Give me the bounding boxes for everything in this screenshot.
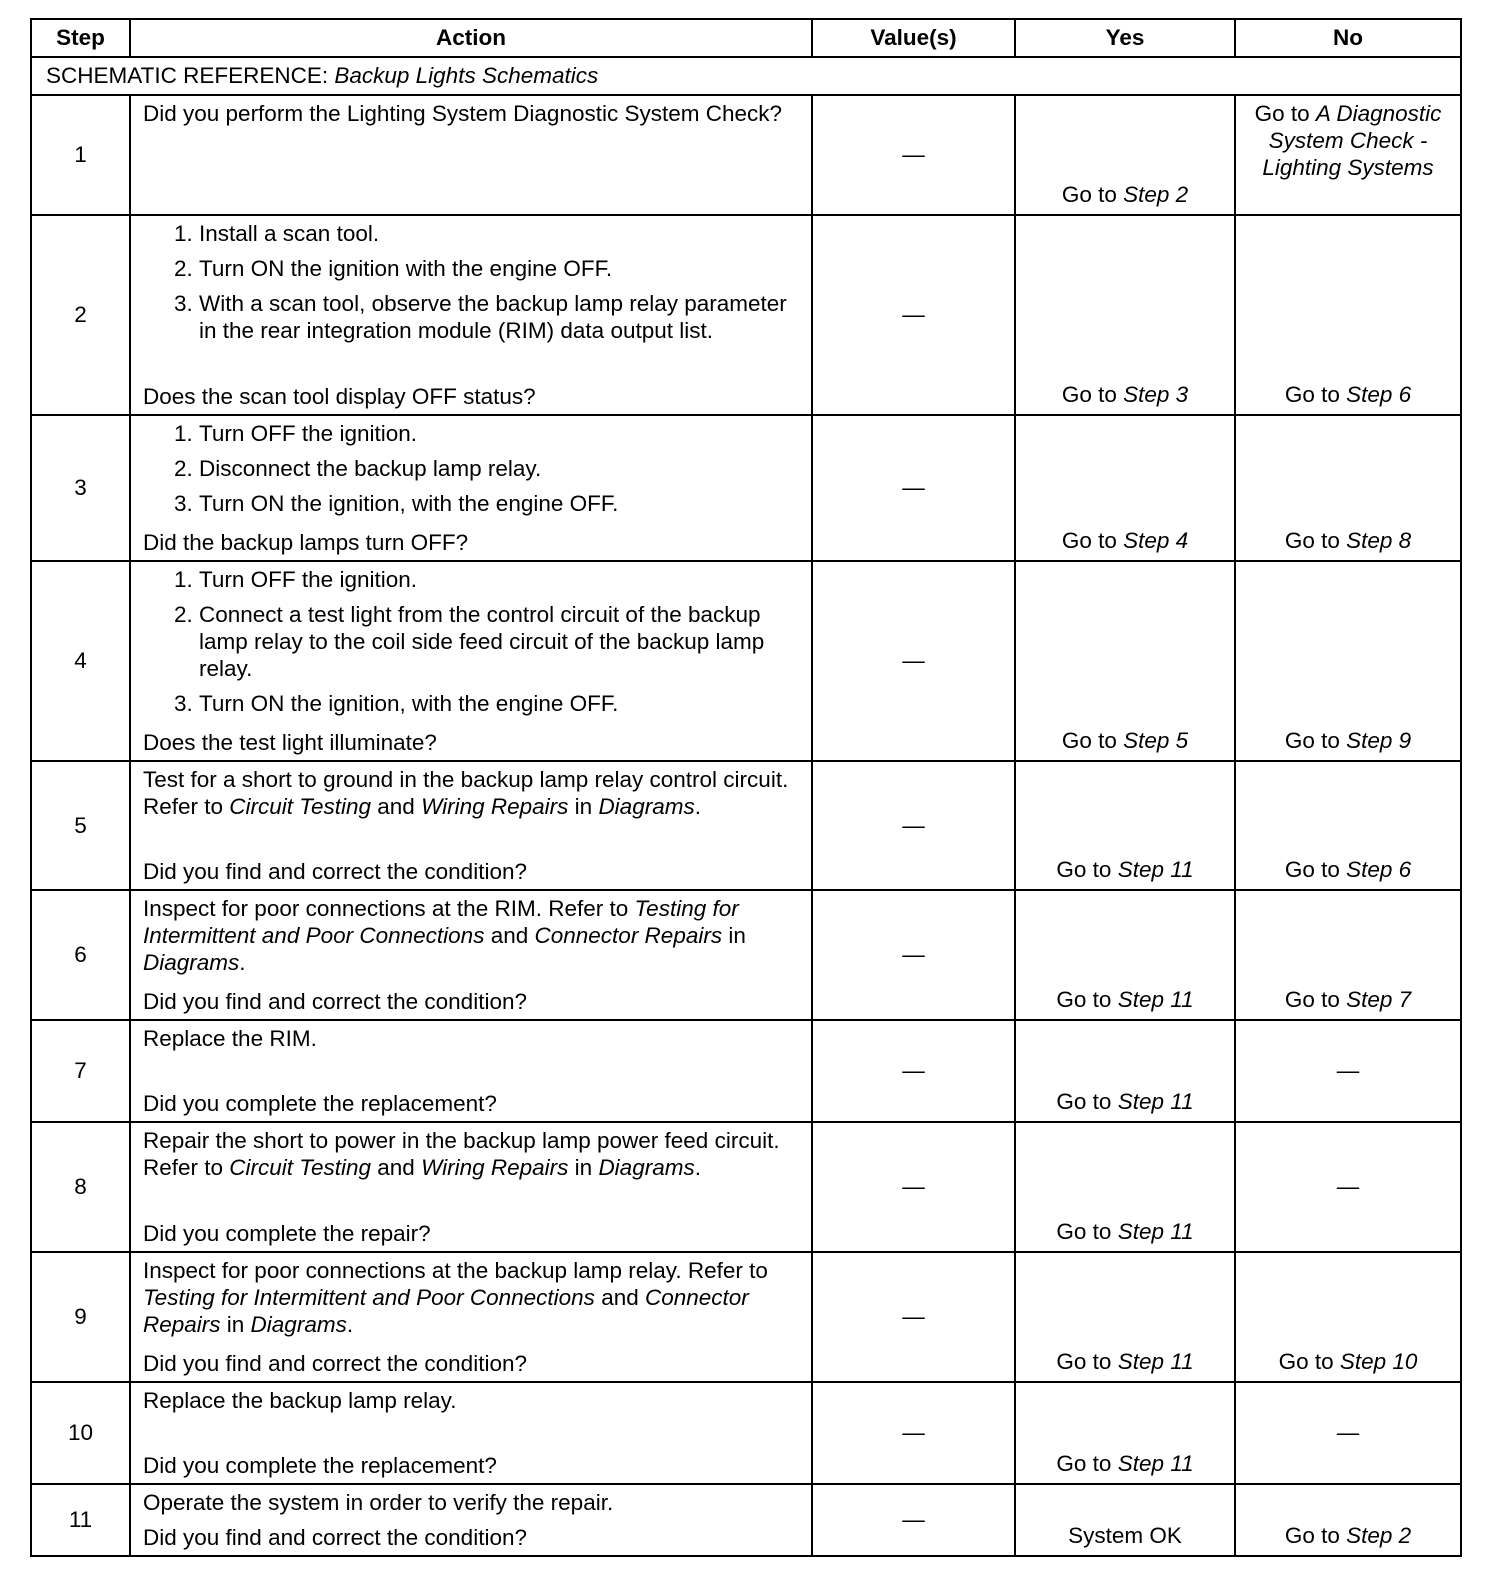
action-body <box>143 1127 803 1216</box>
yes-result-link[interactable]: Go to Step 11 <box>1056 987 1194 1012</box>
no-result <box>1235 890 1461 1020</box>
yes-result-link[interactable]: Go to Step 11 <box>1056 857 1194 882</box>
action-content <box>143 1387 803 1479</box>
step-reference: Step 6 <box>1346 857 1412 882</box>
action-step-item: 3. Turn ON the ignition, with the engine OFF. <box>199 690 803 717</box>
action-step-item: 1. Turn OFF the ignition. <box>199 420 803 447</box>
yes-result <box>1015 95 1235 215</box>
no-result-link[interactable]: Go to Step 8 <box>1284 528 1412 553</box>
no-result: — <box>1235 1020 1461 1122</box>
action-body <box>143 420 803 525</box>
action-question: Did you complete the replacement? <box>143 1453 497 1478</box>
action-question: Did you find and correct the condition? <box>143 1525 527 1550</box>
no-result-link[interactable]: Go to A Diagnostic System Check - Lighting Systems <box>1254 101 1442 180</box>
action-cell <box>130 761 812 890</box>
header-step: Step <box>31 19 130 57</box>
step-number: 1 <box>31 95 130 215</box>
header-row <box>31 19 1461 57</box>
yes-result-link[interactable]: Go to Step 3 <box>1061 382 1189 407</box>
no-result <box>1235 761 1461 890</box>
action-content <box>143 1257 803 1377</box>
value-cell: — <box>812 1382 1015 1484</box>
action-reference: Wiring Repairs <box>421 794 569 819</box>
value-cell: — <box>812 561 1015 761</box>
table-row <box>31 1382 1461 1484</box>
no-result <box>1235 95 1461 215</box>
step-reference: Step 11 <box>1117 857 1194 882</box>
action-reference: Circuit Testing <box>229 794 372 819</box>
no-result <box>1235 561 1461 761</box>
action-cell <box>130 415 812 561</box>
step-number: 9 <box>31 1252 130 1382</box>
action-content <box>143 220 803 410</box>
action-cell <box>130 1252 812 1382</box>
action-steps <box>143 420 803 517</box>
step-reference: Step 11 <box>1117 1349 1194 1374</box>
action-cell <box>130 95 812 215</box>
action-text: Replace the RIM. <box>143 1026 317 1051</box>
action-steps <box>143 566 803 717</box>
no-result-link[interactable]: Go to Step 2 <box>1284 1523 1412 1548</box>
table-row <box>31 561 1461 761</box>
action-reference: Diagrams <box>598 794 695 819</box>
value-cell: — <box>812 1484 1015 1556</box>
action-question: Did you find and correct the condition? <box>143 989 527 1014</box>
action-body <box>143 566 803 725</box>
value-cell: — <box>812 1122 1015 1252</box>
schematic-reference-link: Backup Lights Schematics <box>334 63 599 88</box>
no-result-link[interactable]: Go to Step 9 <box>1284 728 1412 753</box>
action-reference: Testing for Intermittent and Poor Connections <box>143 1285 595 1310</box>
action-text: Did you perform the Lighting System Diagnostic System Check? <box>143 101 783 126</box>
action-cell <box>130 1382 812 1484</box>
value-cell: — <box>812 1252 1015 1382</box>
action-step-item: 1. Turn OFF the ignition. <box>199 566 803 593</box>
action-cell <box>130 1020 812 1122</box>
action-content <box>143 420 803 556</box>
header-action: Action <box>130 19 812 57</box>
action-reference: Diagrams <box>250 1312 347 1337</box>
table-row <box>31 761 1461 890</box>
action-content <box>143 1025 803 1117</box>
action-text: Test for a short to ground in the backup lamp relay control circuit. Refer to Circuit Testing and Wiring Repairs in Diagrams. <box>143 767 789 819</box>
step-reference: Step 9 <box>1346 728 1412 753</box>
action-steps <box>143 220 803 344</box>
step-reference: Step 6 <box>1346 382 1412 407</box>
action-reference: Wiring Repairs <box>421 1155 569 1180</box>
action-cell <box>130 1484 812 1556</box>
value-cell: — <box>812 415 1015 561</box>
action-content <box>143 1127 803 1247</box>
action-content <box>143 566 803 756</box>
action-cell <box>130 561 812 761</box>
action-step-item: 3. Turn ON the ignition, with the engine OFF. <box>199 490 803 517</box>
action-reference: Circuit Testing <box>229 1155 372 1180</box>
yes-result-link[interactable]: Go to Step 11 <box>1056 1349 1194 1374</box>
action-step-item: 2. Turn ON the ignition with the engine OFF. <box>199 255 803 282</box>
yes-result <box>1015 1122 1235 1252</box>
yes-result <box>1015 1382 1235 1484</box>
header-no: No <box>1235 19 1461 57</box>
step-number: 4 <box>31 561 130 761</box>
action-question: Did you complete the repair? <box>143 1221 431 1246</box>
action-question: Did you find and correct the condition? <box>143 859 527 884</box>
action-reference: Diagrams <box>598 1155 695 1180</box>
action-body <box>143 220 803 379</box>
action-content <box>143 1489 803 1551</box>
table-row <box>31 95 1461 215</box>
table-row <box>31 1020 1461 1122</box>
action-cell <box>130 215 812 415</box>
step-number: 5 <box>31 761 130 890</box>
action-body <box>143 1257 803 1346</box>
action-text: Repair the short to power in the backup lamp power feed circuit. Refer to Circuit Testing and Wiring Repairs in Diagrams. <box>143 1128 780 1180</box>
no-result <box>1235 1252 1461 1382</box>
step-reference: Step 5 <box>1123 728 1189 753</box>
value-cell: — <box>812 95 1015 215</box>
yes-result-link[interactable]: Go to Step 11 <box>1056 1451 1194 1476</box>
yes-result-link[interactable]: Go to Step 11 <box>1056 1089 1194 1114</box>
action-question: Does the test light illuminate? <box>143 730 437 755</box>
action-step-item: 2. Disconnect the backup lamp relay. <box>199 455 803 482</box>
diagnostic-table <box>30 18 1462 1557</box>
action-text: Replace the backup lamp relay. <box>143 1388 457 1413</box>
table-row <box>31 1252 1461 1382</box>
step-reference: Step 7 <box>1346 987 1412 1012</box>
action-reference: Connector Repairs <box>143 1285 749 1337</box>
step-reference: Step 11 <box>1117 987 1194 1012</box>
yes-result <box>1015 215 1235 415</box>
yes-result-link[interactable]: Go to Step 4 <box>1061 528 1189 553</box>
table-row <box>31 1484 1461 1556</box>
step-reference: A Diagnostic System Check - Lighting Systems <box>1262 101 1442 180</box>
table-row <box>31 415 1461 561</box>
action-question: Did you find and correct the condition? <box>143 1351 527 1376</box>
action-text: Operate the system in order to verify the repair. <box>143 1490 614 1515</box>
yes-result-link[interactable]: Go to Step 5 <box>1061 728 1189 753</box>
no-result-link[interactable]: Go to Step 10 <box>1278 1349 1418 1374</box>
step-number: 10 <box>31 1382 130 1484</box>
step-reference: Step 11 <box>1117 1451 1194 1476</box>
schematic-reference <box>31 57 1461 95</box>
step-number: 7 <box>31 1020 130 1122</box>
action-body <box>143 1489 803 1520</box>
no-result: — <box>1235 1382 1461 1484</box>
action-question: Did the backup lamps turn OFF? <box>143 530 469 555</box>
step-number: 6 <box>31 890 130 1020</box>
action-reference: Testing for Intermittent and Poor Connections <box>143 896 739 948</box>
header-yes: Yes <box>1015 19 1235 57</box>
yes-result-link[interactable]: Go to Step 11 <box>1056 1219 1194 1244</box>
yes-result <box>1015 1252 1235 1382</box>
action-content <box>143 895 803 1015</box>
action-body <box>143 1025 803 1086</box>
step-reference: Step 11 <box>1117 1089 1194 1114</box>
yes-result-link: System OK <box>1068 1523 1182 1548</box>
action-text: Inspect for poor connections at the backup lamp relay. Refer to Testing for Intermittent and Poor Connections and Connector Repairs in Diagrams. <box>143 1258 768 1337</box>
table-row <box>31 215 1461 415</box>
step-reference: Step 3 <box>1123 382 1189 407</box>
no-result-link[interactable]: Go to Step 6 <box>1284 857 1412 882</box>
schematic-reference-label: SCHEMATIC REFERENCE: <box>46 63 335 88</box>
action-content <box>143 766 803 885</box>
step-reference: Step 4 <box>1123 528 1189 553</box>
yes-result <box>1015 561 1235 761</box>
no-result <box>1235 415 1461 561</box>
action-reference: Diagrams <box>143 950 240 975</box>
action-step-item: 2. Connect a test light from the control circuit of the backup lamp relay to the coil side feed circuit of the backup lamp relay. <box>199 601 803 682</box>
yes-result-link[interactable]: Go to Step 2 <box>1061 182 1189 207</box>
action-cell <box>130 890 812 1020</box>
no-result: — <box>1235 1122 1461 1252</box>
action-body <box>143 1387 803 1448</box>
step-number: 3 <box>31 415 130 561</box>
no-result <box>1235 1484 1461 1556</box>
value-cell: — <box>812 761 1015 890</box>
action-text: Inspect for poor connections at the RIM. Refer to Testing for Intermittent and Poor Connections and Connector Repairs in Diagrams. <box>143 896 746 975</box>
no-result-link[interactable]: Go to Step 6 <box>1284 382 1412 407</box>
action-body <box>143 100 803 210</box>
action-body <box>143 895 803 984</box>
action-reference: Connector Repairs <box>534 923 723 948</box>
yes-result <box>1015 761 1235 890</box>
yes-result <box>1015 890 1235 1020</box>
action-step-item: 1. Install a scan tool. <box>199 220 803 247</box>
no-result-link[interactable]: Go to Step 7 <box>1284 987 1412 1012</box>
action-question: Does the scan tool display OFF status? <box>143 384 536 409</box>
table-row <box>31 890 1461 1020</box>
yes-result <box>1015 415 1235 561</box>
yes-result <box>1015 1020 1235 1122</box>
step-number: 11 <box>31 1484 130 1556</box>
value-cell: — <box>812 890 1015 1020</box>
action-body <box>143 766 803 854</box>
step-reference: Step 10 <box>1339 1349 1418 1374</box>
step-reference: Step 8 <box>1346 528 1412 553</box>
yes-result <box>1015 1484 1235 1556</box>
no-result <box>1235 215 1461 415</box>
header-values: Value(s) <box>812 19 1015 57</box>
action-cell <box>130 1122 812 1252</box>
schematic-reference-row <box>31 57 1461 95</box>
action-content <box>143 100 803 210</box>
step-number: 8 <box>31 1122 130 1252</box>
action-question: Did you complete the replacement? <box>143 1091 497 1116</box>
action-step-item: 3. With a scan tool, observe the backup lamp relay parameter in the rear integration module (RIM) data output list. <box>199 290 803 344</box>
value-cell: — <box>812 215 1015 415</box>
value-cell: — <box>812 1020 1015 1122</box>
step-reference: Step 2 <box>1123 182 1189 207</box>
step-number: 2 <box>31 215 130 415</box>
table-row <box>31 1122 1461 1252</box>
step-reference: Step 11 <box>1117 1219 1194 1244</box>
step-reference: Step 2 <box>1346 1523 1412 1548</box>
